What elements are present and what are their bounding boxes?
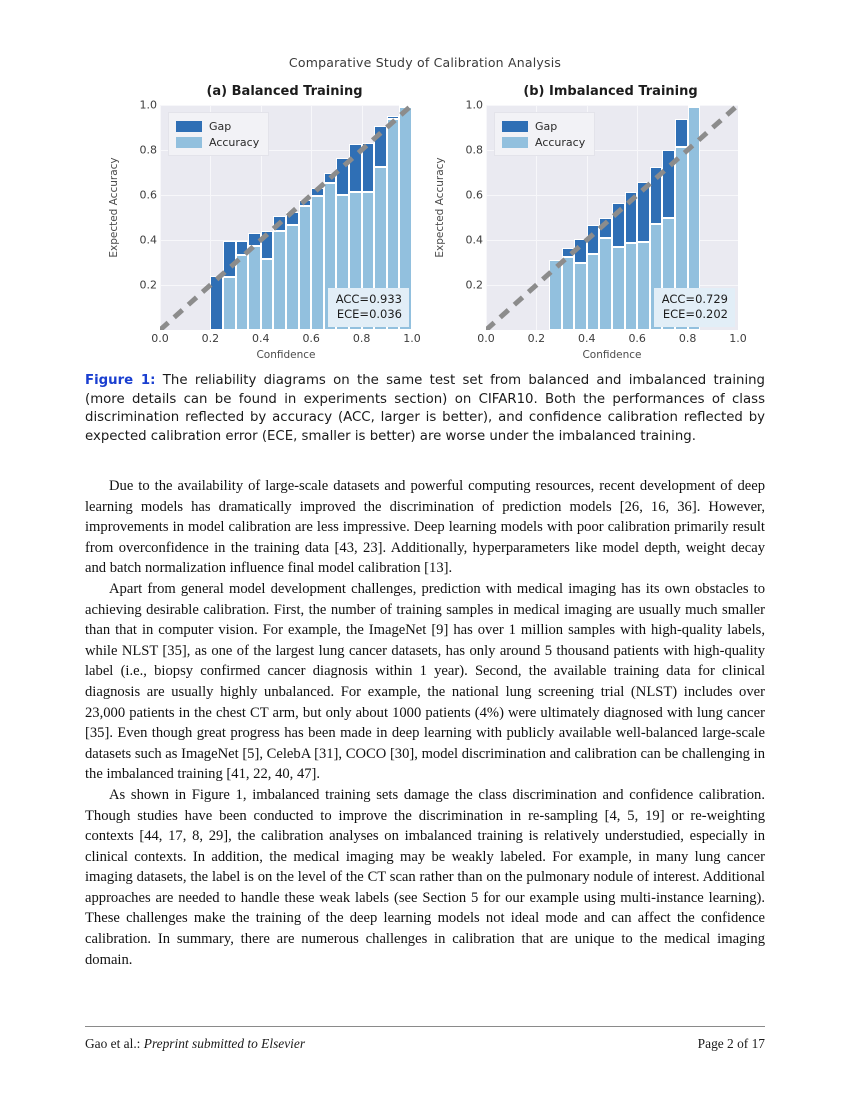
x-tick-label: 0.0 bbox=[151, 332, 169, 345]
plot-area bbox=[486, 105, 738, 330]
y-tick-label: 0.8 bbox=[465, 143, 483, 157]
x-tick-label: 0.8 bbox=[352, 332, 371, 345]
chart-title: (a) Balanced Training bbox=[206, 84, 363, 99]
y-axis-label: Expected Accuracy bbox=[434, 157, 446, 258]
metrics-box bbox=[328, 288, 409, 327]
figure-caption bbox=[85, 372, 765, 446]
legend-swatch-accuracy bbox=[502, 137, 528, 148]
legend-item bbox=[502, 134, 585, 150]
legend-item bbox=[176, 134, 259, 150]
legend-swatch-gap bbox=[176, 121, 202, 132]
footer-page-number: Page 2 of 17 bbox=[697, 1036, 765, 1051]
paragraph-1: Due to the availability of large-scale datasets and powerful computing resources, recent development of deep learning models has dramatically improved the discrimination of prediction models [26, 16, 36]. However, improvements in model calibration are less impressive. Deep learning models with poor calibration primarily result from overconfidence in the training data [43, 23]. Additionally, hyperparameters like model depth, weight decay and batch normalization influence final model calibration [13]. bbox=[85, 478, 765, 577]
x-tick-label: 0.4 bbox=[578, 332, 596, 345]
footer-author: Gao et al.: bbox=[85, 1036, 141, 1051]
x-axis-label: Confidence bbox=[582, 349, 642, 361]
x-tick-label: 0.0 bbox=[477, 332, 495, 345]
footer-divider bbox=[85, 1026, 765, 1027]
x-tick-label: 1.0 bbox=[403, 332, 421, 345]
acc-annotation: ACC=0.729 bbox=[661, 292, 728, 306]
figure-caption-text: The reliability diagrams on the same test set from balanced and imbalanced training (more details can be found in experiments section) on CIFAR10. Both the performances of class discrimination reflected by accuracy (ACC, larger is better), and confidence calibration reflected by expected calibration error (ECE, smaller is better) are worse under the imbalanced training. bbox=[85, 373, 766, 444]
legend-label: Accuracy bbox=[209, 135, 260, 149]
x-axis-ticks bbox=[151, 332, 421, 348]
page-footer bbox=[85, 1026, 765, 1052]
y-tick-label: 0.8 bbox=[139, 143, 157, 157]
x-tick-label: 0.2 bbox=[201, 332, 220, 345]
legend-swatch-gap bbox=[502, 121, 528, 132]
legend-item bbox=[176, 118, 259, 134]
footer-preprint: Preprint submitted to Elsevier bbox=[143, 1036, 306, 1051]
y-tick-label: 1.0 bbox=[465, 98, 483, 112]
body-text bbox=[85, 476, 765, 970]
y-tick-label: 1.0 bbox=[139, 98, 157, 112]
x-axis-label: Confidence bbox=[256, 349, 316, 361]
y-tick-label: 0.6 bbox=[139, 188, 157, 202]
y-axis-ticks bbox=[438, 98, 483, 330]
chart-title: (b) Imbalanced Training bbox=[523, 84, 698, 99]
y-axis-ticks bbox=[112, 98, 157, 330]
metrics-box bbox=[654, 288, 735, 327]
figure-1 bbox=[85, 0, 765, 446]
y-tick-label: 0.2 bbox=[465, 278, 483, 292]
x-tick-label: 0.2 bbox=[527, 332, 546, 345]
y-axis-label: Expected Accuracy bbox=[108, 157, 120, 258]
paragraph-2: Apart from general model development challenges, prediction with medical imaging has its own obstacles to achieving desirable calibration. First, the number of training samples in medical imaging are usually much smaller than that in computer vision. For example, the ImageNet [9] has over 1 million samples with high-quality labels, while NLST [35], as one of the largest lung cancer datasets, has only around 5 thousand patients with high-quality label (i.e., biopsy confirmed cancer diagnosis within 1 year). Second, the available training data for clinical diagnosis are usually highly unbalanced. For example, the national lung screening trial (NLST) includes over 23,000 patients in the chest CT arm, but only about 1000 patients (4%) were ultimately diagnosed with lung cancer [35]. Even though great progress has been made in deep learning with publicly available well-balanced large-scale datasets such as ImageNet [5], CelebA [31], COCO [30], model discrimination and calibration can be challenging in the imbalanced training [41, 22, 40, 47]. bbox=[85, 580, 765, 783]
x-tick-label: 0.8 bbox=[678, 332, 697, 345]
y-tick-label: 0.2 bbox=[139, 278, 157, 292]
legend-label: Gap bbox=[209, 119, 232, 133]
x-tick-label: 1.0 bbox=[729, 332, 747, 345]
x-axis-ticks bbox=[477, 332, 747, 348]
figure-caption-label: Figure 1: bbox=[85, 373, 156, 388]
chart-legend bbox=[494, 112, 595, 156]
legend-swatch-accuracy bbox=[176, 137, 202, 148]
y-tick-label: 0.6 bbox=[465, 188, 483, 202]
chart-legend bbox=[168, 112, 269, 156]
y-tick-label: 0.4 bbox=[465, 233, 483, 247]
x-tick-label: 0.6 bbox=[302, 332, 320, 345]
ece-annotation: ECE=0.202 bbox=[662, 307, 728, 321]
legend-item bbox=[502, 118, 585, 134]
legend-label: Accuracy bbox=[535, 135, 586, 149]
footer-author-line bbox=[85, 1036, 305, 1052]
x-tick-label: 0.4 bbox=[252, 332, 270, 345]
reliability-diagram-balanced bbox=[108, 84, 421, 361]
charts-row bbox=[85, 84, 765, 361]
reliability-diagram-imbalanced bbox=[434, 84, 747, 361]
x-tick-label: 0.6 bbox=[628, 332, 646, 345]
plot-area bbox=[160, 105, 412, 330]
paragraph-3: As shown in Figure 1, imbalanced training sets damage the class discrimination and confidence calibration. Though studies have been conducted to improve the discrimination in re-sampling [4, 5, 19] or re-weighting contexts [44, 17, 8, 29], the calibration analyses on imbalanced training is relatively understudied, especially in clinical contexts. In addition, the medical imaging may be weakly labeled. For example, in many lung cancer imaging datasets, the label is on the level of the CT scan rather than on the pulmonary nodule of interest. Additional approaches are needed to handle these weak labels (see Section 5 for our example using multi-instance learning). These challenges make the training of the deep learning models not ideal mode and can affect the confidence calibration. In summary, there are numerous challenges in calibration that are unique to the medical imaging domain. bbox=[85, 786, 765, 968]
ece-annotation: ECE=0.036 bbox=[336, 307, 402, 321]
legend-label: Gap bbox=[535, 119, 558, 133]
figure-suptitle: Comparative Study of Calibration Analysis bbox=[288, 55, 562, 70]
y-tick-label: 0.4 bbox=[139, 233, 157, 247]
acc-annotation: ACC=0.933 bbox=[335, 292, 402, 306]
